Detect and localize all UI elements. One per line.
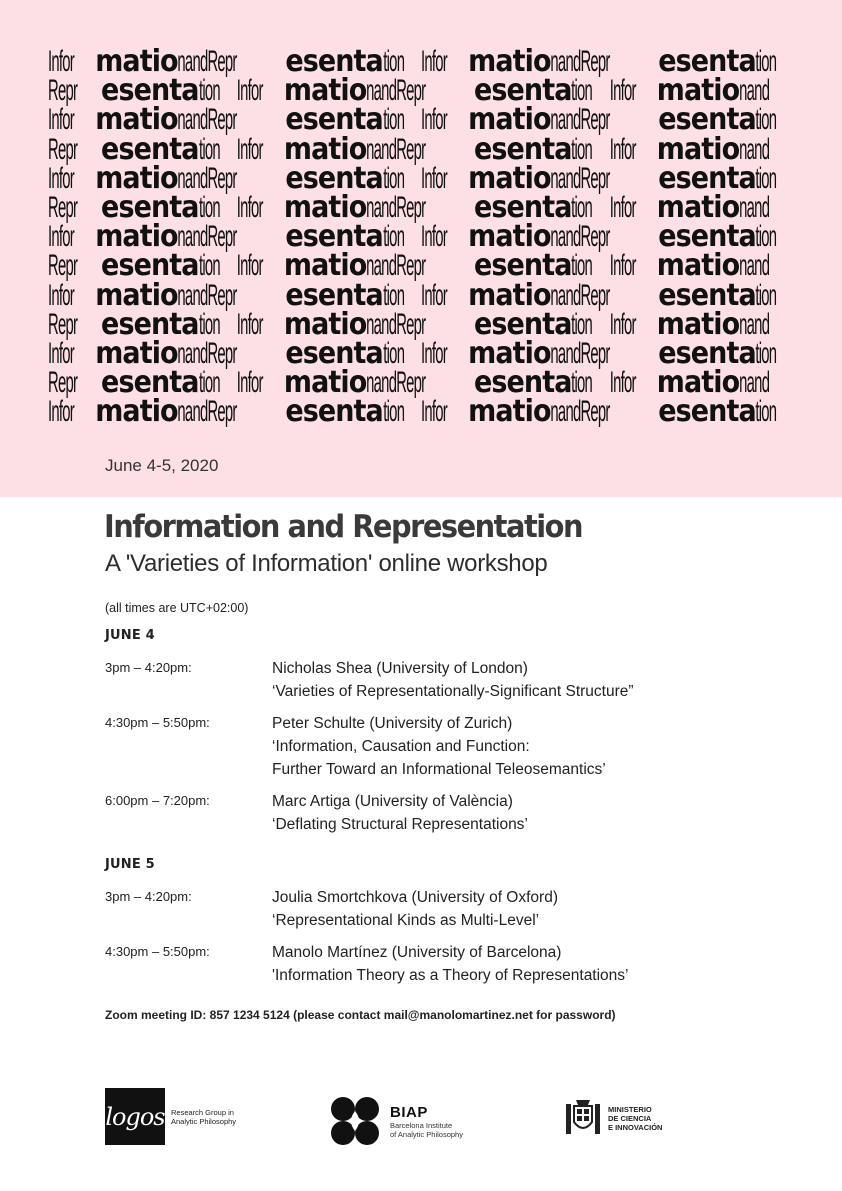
pattern-word: Infor xyxy=(420,161,447,195)
talk-details xyxy=(272,886,558,932)
pattern-word: nand xyxy=(739,74,770,108)
pattern-word: Infor xyxy=(420,337,447,370)
zoom-info: Zoom meeting ID: 857 1234 5124 (please contact mail@manolomartinez.net for password) xyxy=(105,1008,616,1022)
pattern-word: Infor xyxy=(48,103,74,137)
pattern-word: Infor xyxy=(236,366,263,400)
speaker-name: Manolo Martínez (University of Barcelona) xyxy=(272,944,562,961)
pattern-word: tion xyxy=(198,74,220,108)
pattern-row xyxy=(48,394,794,430)
pattern-word: Repr xyxy=(48,132,78,166)
pattern-word: tion xyxy=(198,366,220,400)
pattern-word: matio xyxy=(95,394,178,430)
pattern-word: esenta xyxy=(285,160,383,196)
pattern-word: esenta xyxy=(101,190,199,225)
pattern-word: matio xyxy=(283,365,367,401)
pattern-word: matio xyxy=(468,394,551,430)
pattern-word: esenta xyxy=(101,365,199,401)
pattern-word: matio xyxy=(95,160,178,196)
pattern-word: tion xyxy=(198,249,220,283)
pattern-word: nandRepr xyxy=(366,132,426,166)
pattern-word: tion xyxy=(382,220,404,254)
speaker-name: Joulia Smortchkova (University of Oxford) xyxy=(272,889,558,906)
hero-banner xyxy=(0,0,842,497)
pattern-word: nand xyxy=(739,132,770,166)
pattern-word: matio xyxy=(656,248,740,284)
pattern-word: tion xyxy=(382,161,404,195)
pattern-word: matio xyxy=(95,102,178,138)
pattern-word: tion xyxy=(198,307,220,341)
pattern-word: esenta xyxy=(473,190,572,225)
pattern-word: tion xyxy=(571,249,593,283)
pattern-word: Infor xyxy=(609,132,636,166)
talk-title: ‘Deflating Structural Representations’ xyxy=(272,816,528,833)
talk-time: 4:30pm – 5:50pm: xyxy=(105,715,210,730)
talk-time: 3pm – 4:20pm: xyxy=(105,889,192,904)
pattern-word: Infor xyxy=(609,74,636,108)
pattern-word: Infor xyxy=(236,307,263,341)
pattern-word: esenta xyxy=(658,219,756,255)
pattern-word: tion xyxy=(755,220,777,254)
pattern-word: matio xyxy=(283,190,367,225)
pattern-word: nand xyxy=(739,307,770,341)
pattern-word: esenta xyxy=(285,336,383,371)
pattern-word: esenta xyxy=(101,131,199,167)
pattern-word: nandRepr xyxy=(550,278,610,312)
day-heading: JUNE 5 xyxy=(105,857,155,872)
pattern-word: Infor xyxy=(236,74,263,108)
pattern-word: nandRepr xyxy=(550,48,610,78)
pattern-word: nandRepr xyxy=(177,48,237,78)
pattern-word: esenta xyxy=(473,306,572,342)
pattern-word: nandRepr xyxy=(366,74,426,108)
pattern-word: tion xyxy=(571,191,593,224)
pattern-word: esenta xyxy=(473,73,572,109)
pattern-word: tion xyxy=(198,191,220,224)
speaker-name: Peter Schulte (University of Zurich) xyxy=(272,715,513,732)
pattern-word: matio xyxy=(468,219,551,255)
pattern-word: tion xyxy=(755,161,777,195)
pattern-word: esenta xyxy=(285,277,383,313)
pattern-word: Infor xyxy=(609,307,636,341)
pattern-word: matio xyxy=(95,219,178,255)
talk-details xyxy=(272,790,528,836)
pattern-word: esenta xyxy=(473,248,572,284)
pattern-word: matio xyxy=(656,131,740,167)
pattern-word: nand xyxy=(739,366,770,400)
talk-time: 3pm – 4:20pm: xyxy=(105,660,192,675)
pattern-word: esenta xyxy=(285,394,383,430)
biap-name: BIAP xyxy=(390,1103,428,1121)
pattern-word: Infor xyxy=(609,366,636,400)
pattern-word: nandRepr xyxy=(177,337,237,370)
pattern-word: matio xyxy=(656,73,740,109)
talk-title: 'Information Theory as a Theory of Representations’ xyxy=(272,967,629,984)
sponsor-logos xyxy=(0,1080,842,1150)
logos-mark: logos xyxy=(105,1088,165,1145)
timezone-note: (all times are UTC+02:00) xyxy=(105,601,249,615)
event-date: June 4-5, 2020 xyxy=(105,456,219,475)
pattern-word: esenta xyxy=(658,336,756,371)
pattern-word: tion xyxy=(198,132,220,166)
pattern-word: tion xyxy=(382,278,404,312)
pattern-word: Infor xyxy=(420,48,447,78)
pattern-word: nandRepr xyxy=(366,307,426,341)
pattern-word: tion xyxy=(571,74,593,108)
pattern-word: Repr xyxy=(48,307,78,341)
pattern-word: tion xyxy=(571,307,593,341)
pattern-word: nand xyxy=(739,249,770,283)
pattern-word: matio xyxy=(283,248,367,284)
pattern-word: esenta xyxy=(658,160,756,196)
pattern-word: nand xyxy=(739,191,770,224)
pattern-word: matio xyxy=(656,365,740,401)
talk-title: ‘Varieties of Representationally-Significant Structure” xyxy=(272,683,634,700)
talk-details xyxy=(272,941,629,987)
pattern-word: matio xyxy=(95,336,178,371)
pattern-word: Infor xyxy=(48,395,74,429)
page-subtitle: A 'Varieties of Information' online workshop xyxy=(105,550,548,577)
speaker-name: Nicholas Shea (University of London) xyxy=(272,660,528,677)
pattern-word: nandRepr xyxy=(177,395,237,429)
pattern-word: tion xyxy=(755,48,777,78)
pattern-word: Repr xyxy=(48,249,78,283)
pattern-word: Infor xyxy=(420,278,447,312)
coat-of-arms-icon xyxy=(562,1096,604,1140)
talk-time: 4:30pm – 5:50pm: xyxy=(105,944,210,959)
pattern-word: esenta xyxy=(285,102,383,138)
pattern-word: esenta xyxy=(473,365,572,401)
page-title: Information and Representation xyxy=(104,509,582,545)
talk-title: ‘Representational Kinds as Multi-Level’ xyxy=(272,912,540,929)
day-heading: JUNE 4 xyxy=(105,628,155,643)
talk-details xyxy=(272,657,634,703)
biap-circles-icon xyxy=(330,1096,380,1146)
pattern-word: nandRepr xyxy=(177,278,237,312)
pattern-word: nandRepr xyxy=(177,103,237,137)
pattern-word: matio xyxy=(468,48,551,79)
pattern-word: esenta xyxy=(285,219,383,255)
pattern-word: nandRepr xyxy=(177,161,237,195)
pattern-word: tion xyxy=(571,132,593,166)
pattern-word: nandRepr xyxy=(550,337,610,370)
pattern-word: nandRepr xyxy=(550,395,610,429)
pattern-word: matio xyxy=(95,277,178,313)
pattern-word: nandRepr xyxy=(366,249,426,283)
pattern-word: matio xyxy=(468,102,551,138)
logos-logo xyxy=(105,1088,251,1145)
pattern-word: esenta xyxy=(658,102,756,138)
pattern-word: esenta xyxy=(101,73,199,109)
pattern-word: esenta xyxy=(101,248,199,284)
pattern-word: nandRepr xyxy=(550,220,610,254)
pattern-word: matio xyxy=(656,306,740,342)
pattern-word: Repr xyxy=(48,191,78,224)
pattern-word: matio xyxy=(468,160,551,196)
pattern-word: Infor xyxy=(420,220,447,254)
pattern-word: esenta xyxy=(658,394,756,430)
pattern-word: esenta xyxy=(658,277,756,313)
pattern-word: tion xyxy=(755,337,777,370)
pattern-word: Infor xyxy=(236,249,263,283)
pattern-word: tion xyxy=(755,278,777,312)
pattern-word: matio xyxy=(283,131,367,167)
pattern-word: Infor xyxy=(609,191,636,224)
pattern-word: matio xyxy=(656,190,740,225)
talk-details xyxy=(272,712,606,781)
pattern-word: Infor xyxy=(48,48,74,78)
pattern-word: matio xyxy=(95,48,178,79)
pattern-word: Infor xyxy=(48,337,74,370)
typographic-pattern xyxy=(48,48,794,432)
pattern-word: tion xyxy=(382,48,404,78)
pattern-word: Infor xyxy=(48,278,74,312)
pattern-word: Repr xyxy=(48,366,78,400)
pattern-word: Infor xyxy=(236,191,263,224)
pattern-word: tion xyxy=(382,337,404,370)
pattern-word: tion xyxy=(382,103,404,137)
speaker-name: Marc Artiga (University of València) xyxy=(272,793,513,810)
pattern-word: nandRepr xyxy=(550,103,610,137)
biap-logo: BIAP Barcelona Institute of Analytic Philosophy xyxy=(330,1096,463,1146)
pattern-word: tion xyxy=(571,366,593,400)
pattern-word: nandRepr xyxy=(366,191,426,224)
pattern-word: matio xyxy=(468,277,551,313)
pattern-word: Infor xyxy=(236,132,263,166)
pattern-word: Infor xyxy=(48,161,74,195)
pattern-word: esenta xyxy=(285,48,383,79)
pattern-word: esenta xyxy=(101,306,199,342)
pattern-word: esenta xyxy=(473,131,572,167)
ministry-logo: MINISTERIO DE CIENCIA E INNOVACIÓN xyxy=(562,1096,662,1140)
pattern-word: Infor xyxy=(48,220,74,254)
pattern-word: matio xyxy=(283,306,367,342)
pattern-word: matio xyxy=(468,336,551,371)
pattern-word: nandRepr xyxy=(550,161,610,195)
pattern-word: tion xyxy=(755,103,777,137)
pattern-word: Infor xyxy=(609,249,636,283)
logos-caption: Research Group in Analytic Philosophy xyxy=(171,1107,237,1126)
talk-time: 6:00pm – 7:20pm: xyxy=(105,793,210,808)
pattern-word: Infor xyxy=(420,395,447,429)
talk-title: ‘Information, Causation and Function: xyxy=(272,738,530,755)
pattern-word: tion xyxy=(382,395,404,429)
pattern-word: nandRepr xyxy=(177,220,237,254)
pattern-word: matio xyxy=(283,73,367,109)
pattern-word: Repr xyxy=(48,74,78,108)
pattern-word: esenta xyxy=(658,48,756,79)
talk-title: Further Toward an Informational Teleosemantics’ xyxy=(272,761,606,778)
pattern-word: tion xyxy=(755,395,777,429)
pattern-word: Infor xyxy=(420,103,447,137)
pattern-word: nandRepr xyxy=(366,366,426,400)
